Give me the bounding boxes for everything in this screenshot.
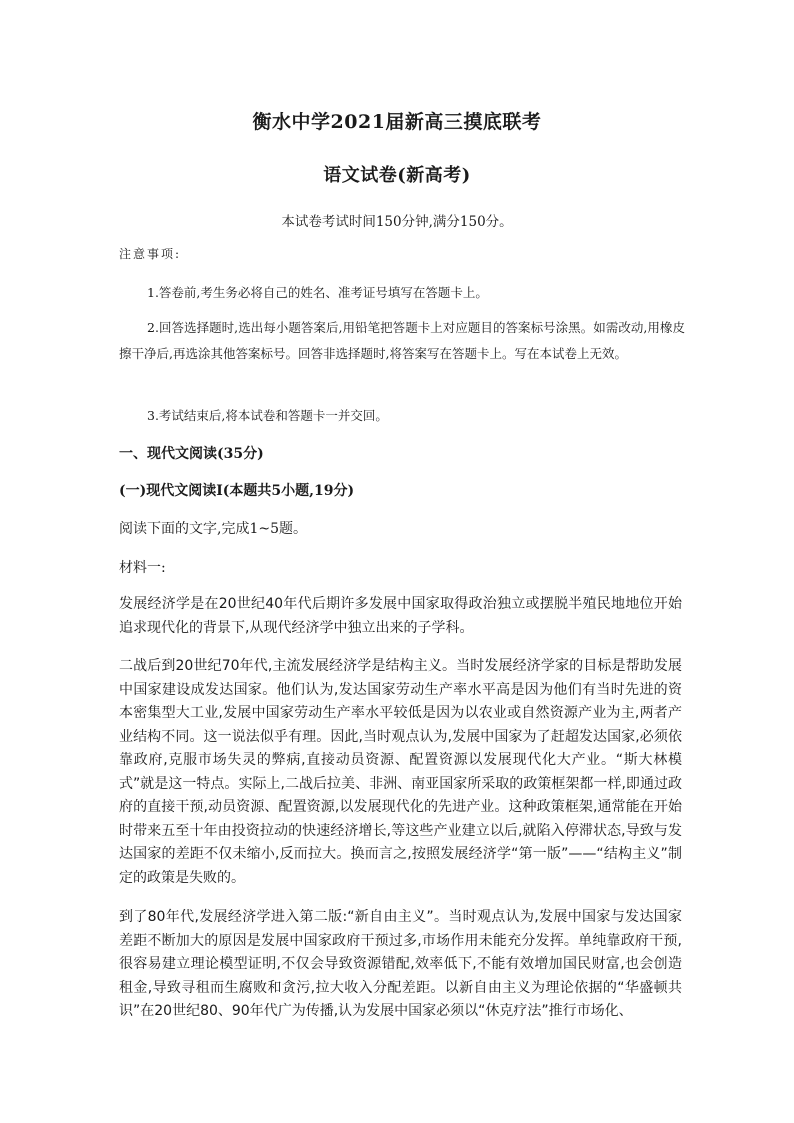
paragraph-2: 二战后到20世纪70年代,主流发展经济学是结构主义。当时发展经济学家的目标是帮助发展中国家建设成发达国家。他们认为,发达国家劳动生产率水平高是因为他们有当时先进的资本密集型大工业,发展中国家劳动生产率水平较低是因为以农业或自然资源产业为主,两者产业结构不同。这一说法似乎有理。因此,当时观点认为,发展中国家为了赶超发达国家,必须依靠政府,克服市场失灵的弊病,直接动员资源、配置资源以发展现代化大产业。“斯大林模式”就是这一特点。实际上,二战后拉美、非洲、南亚国家所采取的政策框架都一样,即通过政府的直接干预,动员资源、配置资源,以发展现代化的先进产业。这种政策框架,通常能在开始时带来五至十年由投资拉动的快速经济增长,等这些产业建立以后,就陷入停滞状态,导致与发达国家的差距不仅未缩小,反而拉大。换而言之,按照发展经济学“第一版”——“结构主义”制定的政策是失败的。 — [119, 658, 682, 886]
notice-item-1: 1.答卷前,考生务必将自己的姓名、准考证号填写在答题卡上。 — [147, 285, 488, 300]
exam-title: 衡水中学2021届新高三摸底联考 — [252, 111, 542, 133]
notice-label: 注意事项: — [119, 247, 182, 261]
paragraph-1: 发展经济学是在20世纪40年代后期许多发展中国家取得政治独立或摆脱半殖民地地位开始追求现代化的背景下,从现代经济学中独立出来的子学科。 — [119, 596, 682, 636]
notice-item-3: 3.考试结束后,将本试卷和答题卡一并交回。 — [147, 408, 388, 423]
exam-info: 本试卷考试时间150分钟,满分150分。 — [281, 214, 513, 230]
reading-instruction: 阅读下面的文字,完成1~5题。 — [119, 521, 307, 537]
paper-subtitle: 语文试卷(新高考) — [323, 165, 471, 186]
material-label: 材料一: — [119, 560, 166, 576]
paragraph-3: 到了80年代,发展经济学进入第二版:“新自由主义”。当时观点认为,发展中国家与发达国家差距不断加大的原因是发展中国家政府干预过多,市场作用未能充分发挥。单纯靠政府干预,很容易建立理论模型证明,不仅会导致资源错配,效率低下,不能有效增加国民财富,也会创造租金,导致寻租而生腐败和贪污,拉大收入分配差距。以新自由主义为理论依据的“华盛顿共识”在20世纪80、90年代广为传播,认为发展中国家必须以“休克疗法”推行市场化、 — [119, 909, 682, 1019]
section-heading-1: 一、现代文阅读(35分) — [119, 446, 264, 462]
notice-item-2: 2.回答选择题时,选出每小题答案后,用铅笔把答题卡上对应题目的答案标号涂黑。如需改动,用橡皮擦干净后,再选涂其他答案标号。回答非选择题时,将答案写在答题卡上。写在本试卷上无效。 — [119, 320, 685, 361]
section-heading-1-1: (一)现代文阅读Ⅰ(本题共5小题,19分) — [119, 483, 355, 499]
